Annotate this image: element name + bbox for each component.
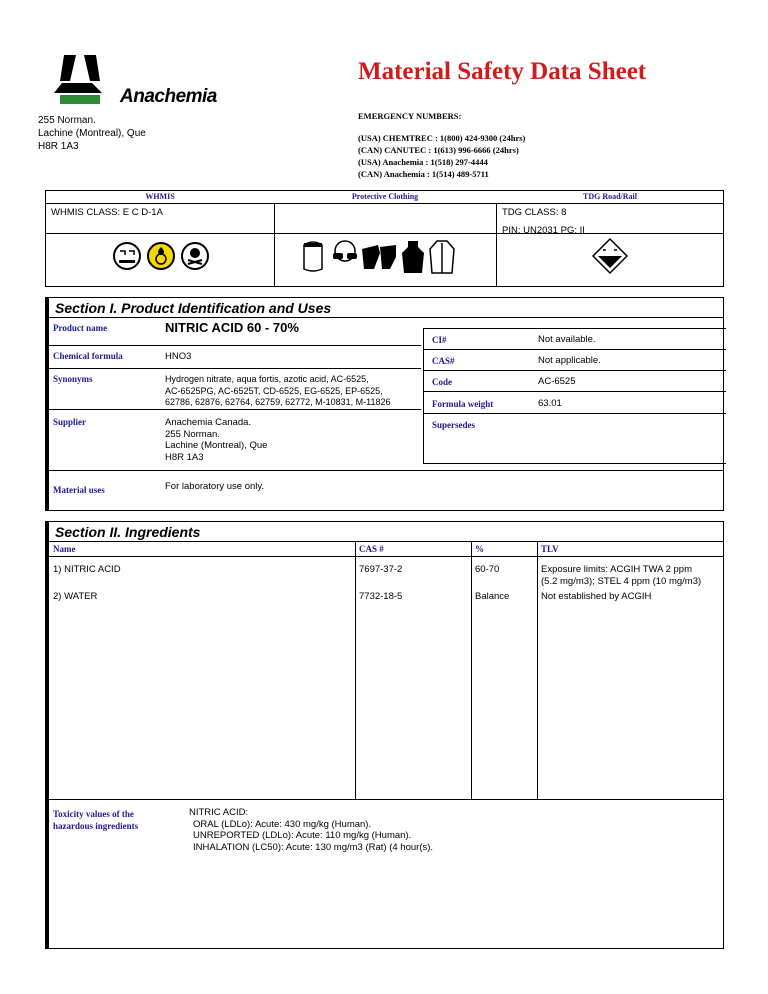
product-name: NITRIC ACID 60 - 70% xyxy=(165,320,299,335)
ingredient-1-name: 1) NITRIC ACID xyxy=(53,564,121,575)
code-label: Code xyxy=(432,377,452,387)
protective-clothing-header: Protective Clothing xyxy=(351,192,419,201)
product-name-label: Product name xyxy=(53,323,108,333)
material-uses: For laboratory use only. xyxy=(165,481,265,492)
whmis-header: WHMIS xyxy=(145,192,175,201)
supersedes-label: Supersedes xyxy=(432,420,476,430)
ci-label: CI# xyxy=(432,335,447,345)
code-value: AC-6525 xyxy=(538,376,576,387)
col-percent: % xyxy=(475,544,484,554)
cas-label: CAS# xyxy=(432,356,455,366)
ingredient-2-name: 2) WATER xyxy=(53,591,98,602)
oxidizer-icon xyxy=(146,241,176,271)
col-name: Name xyxy=(53,544,76,554)
lab-coat-icon xyxy=(428,239,456,275)
toxicity-values: NITRIC ACID: ORAL (LDLo): Acute: 430 mg/kg (Human). UNREPORTED (LDLo): Acute: 110 mg/kg (Human). INHALATION (LC50): Acute: 130 mg/m3 (Rat) (4 hour(s). xyxy=(189,807,434,853)
page-title: Material Safety Data Sheet xyxy=(358,58,647,85)
ingredient-2-percent: Balance xyxy=(475,591,510,602)
section-2-title: Section II. Ingredients xyxy=(55,524,201,540)
pin-code: PIN: UN2031 PG: II xyxy=(502,225,585,236)
ingredient-2-tlv: Not established by ACGIH xyxy=(541,591,652,602)
ingredient-2-cas: 7732-18-5 xyxy=(359,591,403,602)
tdg-class: TDG CLASS: 8 xyxy=(502,207,567,218)
company-address: 255 Norman. Lachine (Montreal), Que H8R 1A3 xyxy=(38,115,146,152)
ci-value: Not available. xyxy=(538,334,596,345)
ingredient-1-percent: 60-70 xyxy=(475,564,500,575)
chemical-formula: HNO3 xyxy=(165,351,192,362)
formula-weight-value: 63.01 xyxy=(538,398,562,409)
hazard-table xyxy=(45,190,724,287)
supplier-label: Supplier xyxy=(53,417,87,427)
formula-weight-label: Formula weight xyxy=(432,399,494,409)
tdg-header: TDG Road/Rail xyxy=(582,192,637,201)
toxicity-label: Toxicity values of the hazardous ingredients xyxy=(53,809,139,831)
chemical-formula-label: Chemical formula xyxy=(53,351,123,361)
material-uses-label: Material uses xyxy=(53,485,105,495)
cas-value: Not applicable. xyxy=(538,355,601,366)
section-1-product-identification xyxy=(45,297,724,511)
corrosive-icon xyxy=(112,241,142,271)
supplier: Anachemia Canada. 255 Norman. Lachine (Montreal), Que H8R 1A3 xyxy=(165,417,268,463)
synonyms: Hydrogen nitrate, aqua fortis, azotic acid, AC-6525, AC-6525PG, AC-6525T, CD-6525, EG-6525, EP-6525, 62786, 62876, 62764, 62759, 62772, M-10831, M-11826 xyxy=(165,374,391,407)
face-shield-icon xyxy=(298,239,328,275)
gloves-icon xyxy=(360,239,398,275)
corrosive-diamond-icon xyxy=(592,238,628,274)
ingredient-1-tlv: Exposure limits: ACGIH TWA 2 ppm (5.2 mg/m3); STEL 4 ppm (10 mg/m3) xyxy=(541,564,702,587)
whmis-class: WHMIS CLASS: E C D-1A xyxy=(51,207,163,218)
section-2-ingredients xyxy=(45,521,724,949)
ingredient-1-cas: 7697-37-2 xyxy=(359,564,403,575)
synonyms-label: Synonyms xyxy=(53,374,93,384)
identifiers-box xyxy=(423,328,726,464)
col-tlv: TLV xyxy=(541,544,559,554)
emergency-numbers: EMERGENCY NUMBERS: (USA) CHEMTREC : 1(800) 424-9300 (24hrs) (CAN) CANUTEC : 1(613) 996-6666 (24hrs) (USA) Anachemia : 1(518) 297-4444 (CAN) Anachemia : 1(514) 489-5711 xyxy=(358,111,526,179)
section-1-title: Section I. Product Identification and Uses xyxy=(55,300,332,316)
apron-icon xyxy=(400,239,426,275)
col-cas: CAS # xyxy=(359,544,384,554)
toxic-skull-icon xyxy=(180,241,210,271)
safety-goggles-icon xyxy=(330,239,360,275)
brand-name: Anachemia xyxy=(120,86,217,107)
